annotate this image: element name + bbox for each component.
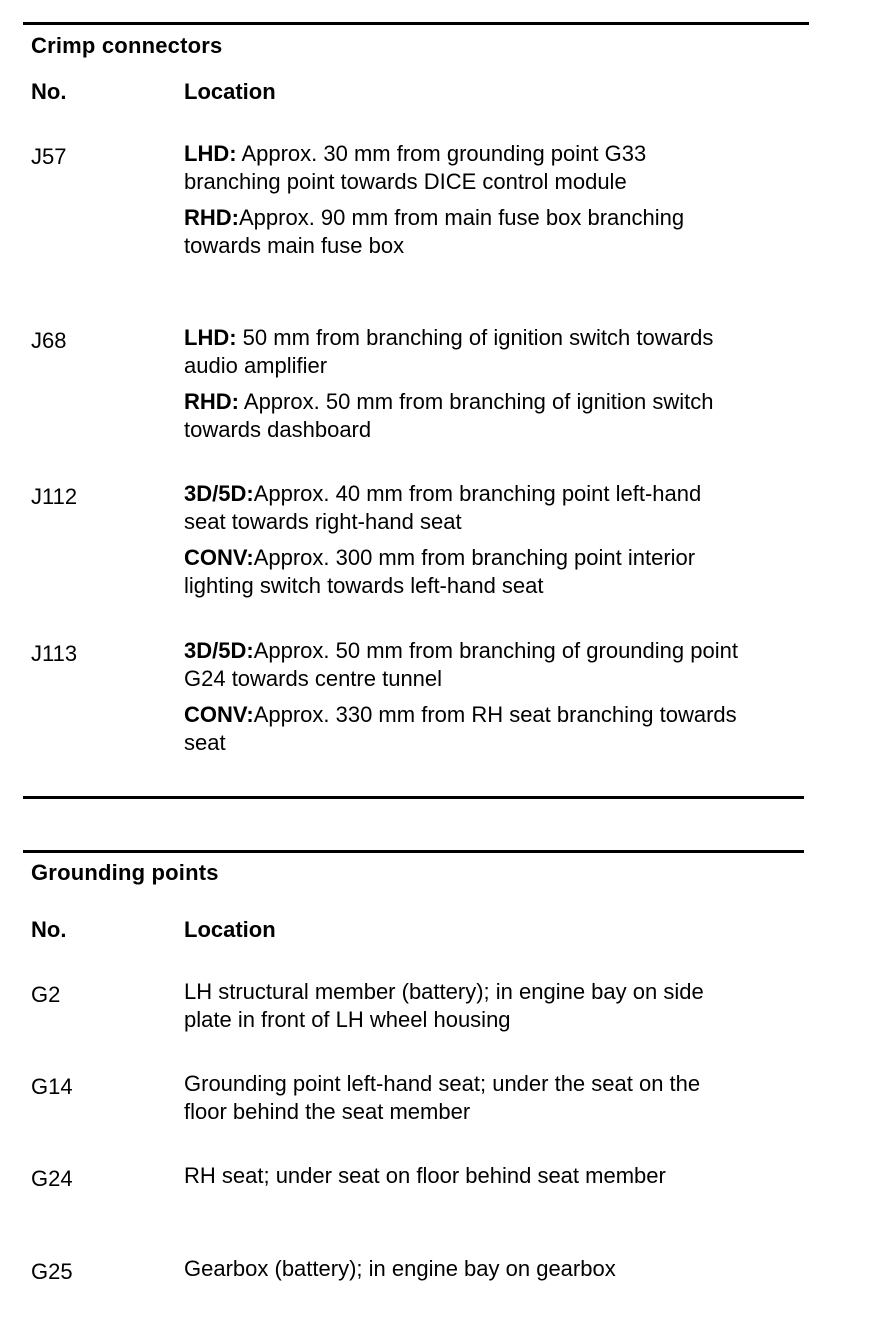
location-text: Approx. 90 mm from main fuse box branching towards main fuse box (184, 205, 685, 258)
location-paragraph: LH structural member (battery); in engine bay on side plate in front of LH wheel housing (184, 979, 704, 1032)
location-text: Approx. 50 mm from branching of grounding point G24 towards centre tunnel (184, 638, 738, 691)
variant-keyword: 3D/5D: (184, 638, 254, 663)
entry-number: J112 (31, 484, 78, 509)
column-header-location: Location (184, 917, 276, 942)
location-paragraph (184, 544, 744, 600)
location-text: Approx. 30 mm from grounding point G33 branching point towards DICE control module (184, 141, 647, 194)
entry-number: G14 (31, 1074, 73, 1099)
entry-location (184, 1255, 744, 1283)
variant-keyword: CONV: (184, 702, 254, 727)
location-paragraph: RH seat; under seat on floor behind seat member (184, 1163, 666, 1188)
entry-location (184, 1070, 744, 1126)
section-top-rule (23, 850, 804, 853)
entry-location (184, 140, 744, 260)
location-text: 50 mm from branching of ignition switch towards audio amplifier (184, 325, 714, 378)
location-paragraph (184, 324, 744, 380)
location-paragraph: Grounding point left-hand seat; under the seat on the floor behind the seat member (184, 1071, 701, 1124)
section-title: Crimp connectors (31, 33, 223, 58)
column-header-no: No. (31, 917, 67, 942)
variant-keyword: RHD: (184, 389, 239, 414)
location-paragraph (184, 388, 744, 444)
location-paragraph (184, 701, 744, 757)
column-header-no: No. (31, 79, 67, 104)
entry-location (184, 1162, 744, 1190)
variant-keyword: LHD: (184, 141, 237, 166)
section-top-rule (23, 22, 809, 25)
location-paragraph (184, 204, 744, 260)
entry-number: J57 (31, 144, 67, 169)
entry-location (184, 324, 744, 444)
location-text: Approx. 330 mm from RH seat branching towards seat (184, 702, 737, 755)
location-text: Approx. 300 mm from branching point interior lighting switch towards left-hand seat (184, 545, 696, 598)
location-text: Approx. 50 mm from branching of ignition switch towards dashboard (184, 389, 714, 442)
entry-number: G24 (31, 1166, 73, 1191)
location-paragraph (184, 140, 744, 196)
location-paragraph (184, 637, 744, 693)
column-header-location: Location (184, 79, 276, 104)
section-bottom-rule (23, 796, 804, 799)
entry-location (184, 978, 744, 1034)
variant-keyword: LHD: (184, 325, 237, 350)
entry-number: J68 (31, 328, 67, 353)
entry-location (184, 637, 744, 757)
entry-location (184, 480, 744, 600)
location-paragraph (184, 480, 744, 536)
variant-keyword: CONV: (184, 545, 254, 570)
entry-number: J113 (31, 641, 78, 666)
entry-number: G25 (31, 1259, 73, 1284)
location-text: Approx. 40 mm from branching point left-hand seat towards right-hand seat (184, 481, 702, 534)
variant-keyword: 3D/5D: (184, 481, 254, 506)
entry-number: G2 (31, 982, 61, 1007)
section-title: Grounding points (31, 860, 219, 885)
location-paragraph: Gearbox (battery); in engine bay on gearbox (184, 1256, 616, 1281)
variant-keyword: RHD: (184, 205, 239, 230)
